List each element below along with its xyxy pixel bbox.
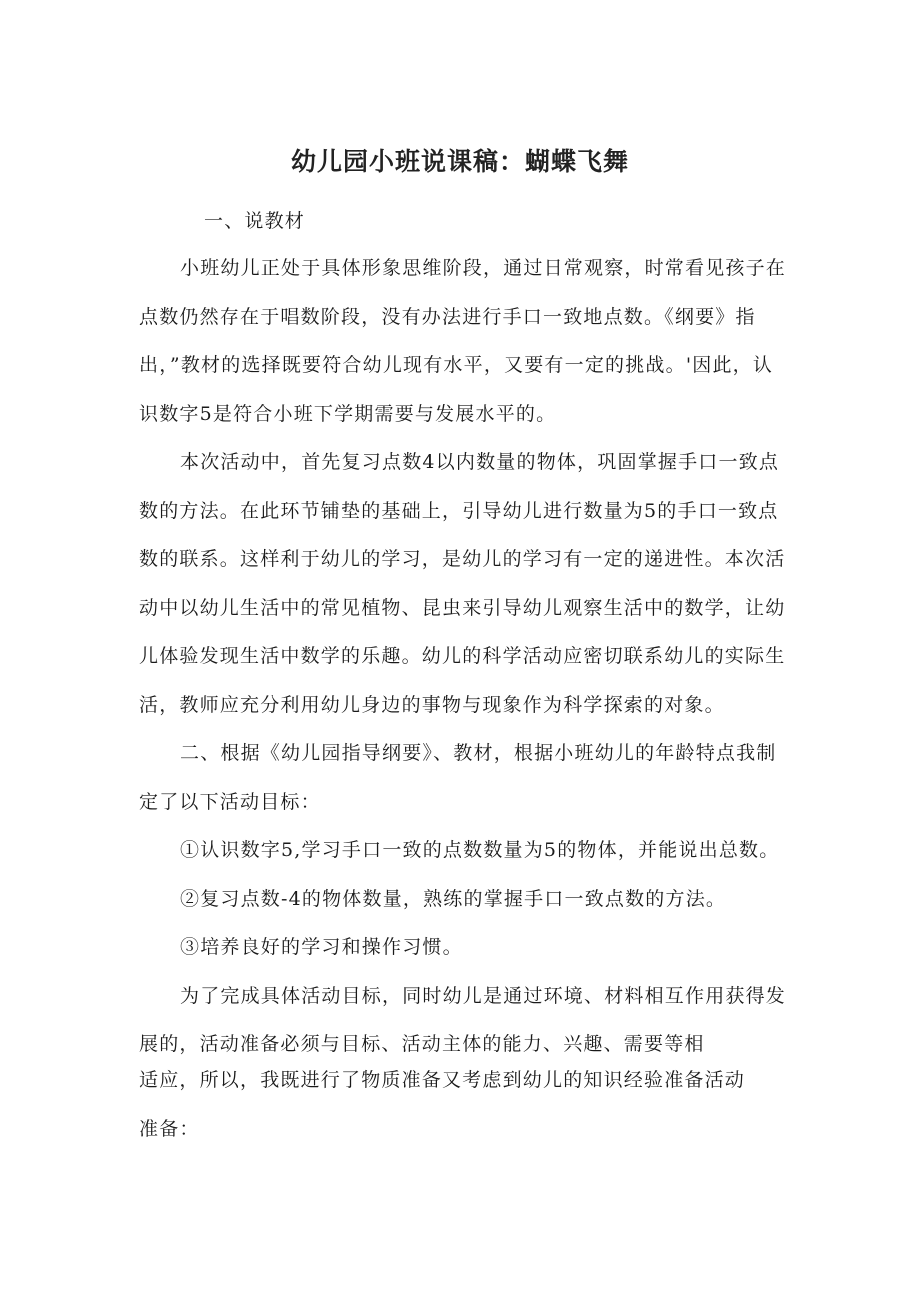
paragraph-line: 儿体验发现生活中数学的乐趣。幼儿的科学活动应密切联系幼儿的实际生 <box>139 645 786 667</box>
goal-item-3: ③培养良好的学习和操作习惯。 <box>180 936 463 958</box>
paragraph-line: 出，”教材的选择既要符合幼儿现有水平，又要有一定的挑战。'因此，认 <box>139 354 774 376</box>
paragraph-line: 数的方法。在此环节铺垫的基础上，引导幼儿进行数量为5的手口一致点 <box>139 500 779 522</box>
paragraph-line: 准备： <box>139 1118 200 1140</box>
section-heading-2: 二、根据《幼儿园指导纲要》、教材，根据小班幼儿的年龄特点我制 <box>180 742 777 764</box>
goal-item-2: ②复习点数-4的物体数量，熟练的掌握手口一致点数的方法。 <box>180 888 727 910</box>
paragraph-line: 为了完成具体活动目标，同时幼儿是通过环境、材料相互作用获得发 <box>180 985 787 1007</box>
paragraph-line: 展的，活动准备必须与目标、活动主体的能力、兴趣、需要等相 <box>139 1033 705 1055</box>
goal-item-1: ①认识数字5,学习手口一致的点数数量为5的物体，并能说出总数。 <box>180 839 780 861</box>
paragraph-line: 活，教师应充分利用幼儿身边的事物与现象作为科学探索的对象。 <box>139 694 725 716</box>
paragraph-line: 定了以下活动目标： <box>139 791 321 813</box>
document-title: 幼儿园小班说课稿：蝴蝶飞舞 <box>290 147 629 176</box>
paragraph-line: 小班幼儿正处于具体形象思维阶段，通过日常观察，时常看见孩子在 <box>180 257 787 279</box>
paragraph-line: 适应，所以，我既进行了物质准备又考虑到幼儿的知识经验准备活动 <box>139 1069 746 1091</box>
section-heading-1: 一、说教材 <box>204 210 306 232</box>
paragraph-line: 点数仍然存在于唱数阶段，没有办法进行手口一致地点数。《纲要》指 <box>139 306 756 328</box>
paragraph-line: 动中以幼儿生活中的常见植物、昆虫来引导幼儿观察生活中的数学，让幼 <box>139 597 786 619</box>
paragraph-line: 识数字5是符合小班下学期需要与发展水平的。 <box>139 403 557 425</box>
paragraph-line: 数的联系。这样利于幼儿的学习，是幼儿的学习有一定的递进性。本次活 <box>139 548 786 570</box>
paragraph-line: 本次活动中，首先复习点数4以内数量的物体，巩固掌握手口一致点 <box>180 451 780 473</box>
